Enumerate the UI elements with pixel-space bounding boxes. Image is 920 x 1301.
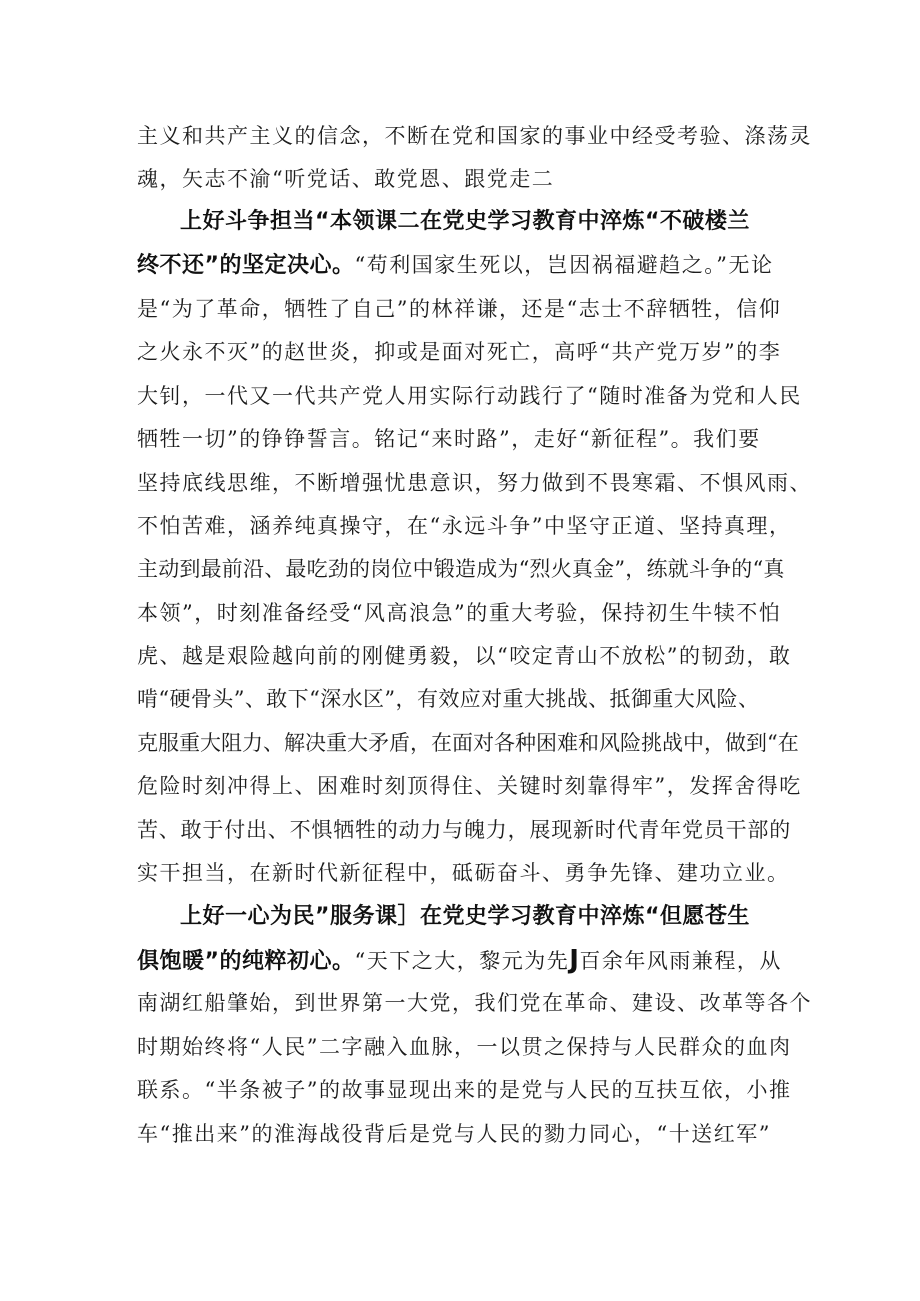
paragraph-line: 克服重大阻力、解决重大矛盾，在面对各种困难和风险挑战中，做到“在 <box>137 731 799 755</box>
paragraph-line: 主义和共产主义的信念，不断在党和国家的事业中经受考验、涤荡灵 <box>137 124 812 148</box>
paragraph-line <box>137 945 782 977</box>
paragraph-line: 车“推出来”的淮海战役背后是党与人民的勠力同心，“十送红军” <box>137 1122 771 1146</box>
section-heading: 上好斗争担当“本领课二在党史学习教育中淬炼“不破楼兰 <box>180 209 750 234</box>
paragraph-line: 南湖红船肇始，到世界第一大党，我们党在革命、建设、改革等各个 <box>137 991 812 1015</box>
paragraph-line: 实干担当，在新时代新征程中，砥砺奋斗、勇争先锋、建功立业。 <box>137 861 790 885</box>
section-heading: 俱饱暖”的纯粹初心。 <box>137 949 355 974</box>
stray-glyph: J <box>569 945 580 975</box>
paragraph-line: 坚持底线思维，不断增强忧患意识，努力做到不畏寒霜、不惧风雨、 <box>137 471 812 495</box>
paragraph-line: 苦、敢于付出、不惧牺牲的动力与魄力，展现新时代青年党员干部的 <box>137 818 791 842</box>
paragraph-line: 是“为了革命，牺牲了自己”的林祥谦，还是“志士不辞牺牲，信仰 <box>137 297 782 321</box>
paragraph-line: 主动到最前沿、最吃劲的岗位中锻造成为“烈火真金”，练就斗争的“真 <box>137 557 785 581</box>
paragraph-line: 联系。“半条被子”的故事显现出来的是党与人民的互扶互依，小推 <box>137 1078 792 1102</box>
paragraph-line: 啃“硬骨头”、敢下“深水区”，有效应对重大挑战、抵御重大风险、 <box>137 687 760 711</box>
section-heading: 终不还”的坚定决心。 <box>137 253 355 278</box>
paragraph-line: 不怕苦难，涵养纯真操守，在“永远斗争”中坚守正道、坚持真理， <box>137 514 792 538</box>
paragraph-text: 百余年风雨兼程，从 <box>579 949 782 973</box>
paragraph-line <box>137 250 773 281</box>
paragraph-line: 时期始终将“人民”二字融入血脉，一以贯之保持与人民群众的血肉 <box>137 1035 792 1059</box>
paragraph-line: 虎、越是艰险越向前的刚健勇毅，以“咬定青山不放松”的韧劲，敢 <box>137 644 792 668</box>
paragraph-text: “苟利国家生死以，岂因祸福避趋之。”无论 <box>354 253 774 277</box>
paragraph-line: 魂，矢志不渝“听党话、敢党恩、跟党走二 <box>137 167 555 191</box>
section-heading: 上好一心为民”服务课］在党史学习教育中淬炼“但愿苍生 <box>180 904 750 929</box>
paragraph-line: 本领”，时刻准备经受“风高浪急”的重大考验，保持初生牛犊不怕 <box>137 601 782 625</box>
paragraph-text: “天下之大，黎元为先 <box>354 949 570 973</box>
paragraph-line: 牺牲一切”的铮铮誓言。铭记“来时路”，走好“新征程”。我们要 <box>137 427 761 451</box>
paragraph-line: 之火永不灭”的赵世炎，抑或是面对死亡，高呼“共产党万岁”的李 <box>137 340 782 364</box>
paragraph-line: 大钊，一代又一代共产党人用实际行动践行了“随时准备为党和人民 <box>137 384 802 408</box>
paragraph-line: 危险时刻冲得上、困难时刻顶得住、关键时刻靠得牢”，发挥舍得吃 <box>137 774 802 798</box>
